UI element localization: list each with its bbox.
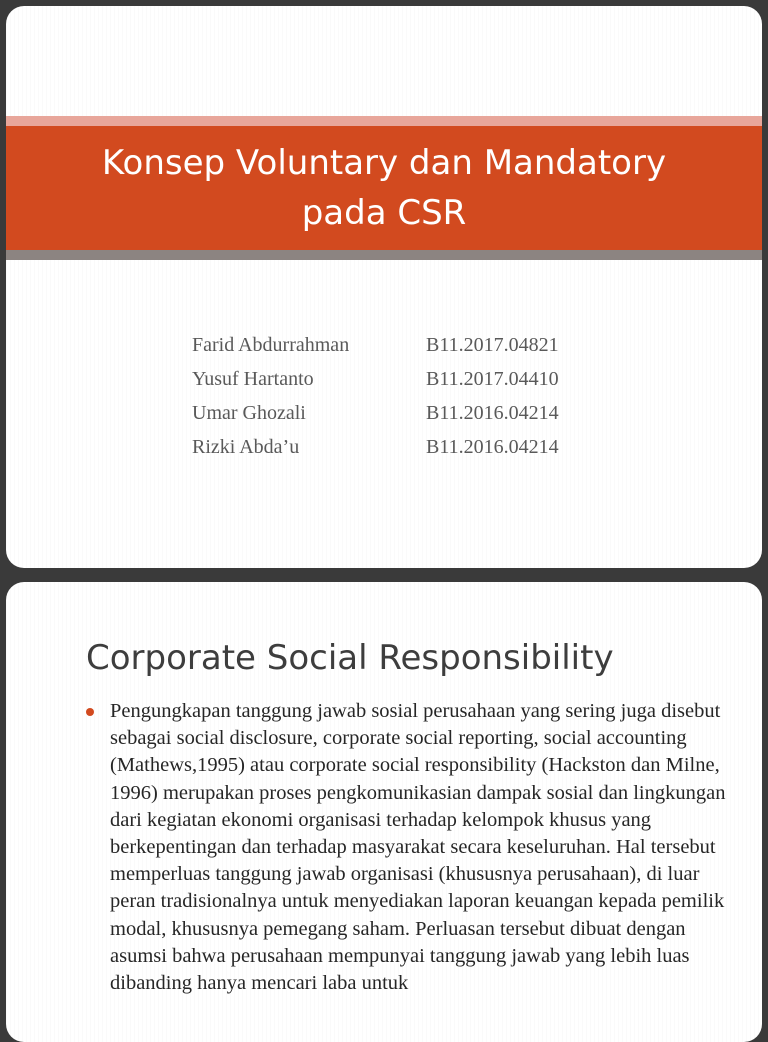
slide-heading: Corporate Social Responsibility xyxy=(86,638,614,678)
member-name: Rizki Abda’u xyxy=(192,435,300,458)
member-row xyxy=(192,396,606,430)
member-id: B11.2017.04821 xyxy=(426,333,559,356)
member-id: B11.2016.04214 xyxy=(426,435,559,458)
member-list xyxy=(192,328,606,464)
slide-title: Konsep Voluntary dan Mandatory pada CSR xyxy=(101,143,667,233)
bullet-text: Pengungkapan tanggung jawab sosial perusahaan yang sering juga disebut sebagai social disclosure, corporate social reporting, social accounting (Mathews,1995) atau corporate social responsibility (Hackston dan Milne, 1996) merupakan proses pengkomunikasian dampak sosial dan lingkungan dari kegiatan ekonomi organisasi terhadap kelompok khusus yang berkepentingan dan terhadap masyarakat secara keseluruhan. Hal tersebut memperluas tanggung jawab organisasi (khususnya perusahaan), di luar peran tradisionalnya untuk menyediakan laporan keuangan kepada pemilik modal, khususnya pemegang saham. Perluasan tersebut dibuat dengan asumsi bahwa perusahaan mempunyai tanggung jawab yang lebih luas dibanding hanya mencari laba untuk xyxy=(110,700,726,995)
content-slide xyxy=(6,582,762,1042)
member-row xyxy=(192,328,606,362)
member-id: B11.2017.04410 xyxy=(426,367,559,390)
member-name: Yusuf Hartanto xyxy=(192,367,314,390)
member-name: Umar Ghozali xyxy=(192,401,306,424)
member-row xyxy=(192,430,606,464)
member-id: B11.2016.04214 xyxy=(426,401,559,424)
member-name: Farid Abdurrahman xyxy=(192,333,350,356)
member-row xyxy=(192,362,606,396)
bullet-dot-icon xyxy=(86,708,94,716)
title-band xyxy=(6,126,762,250)
title-band-top-stripe xyxy=(6,116,762,126)
bullet-item xyxy=(86,698,736,997)
title-slide xyxy=(6,6,762,568)
title-band-bottom-stripe xyxy=(6,250,762,260)
